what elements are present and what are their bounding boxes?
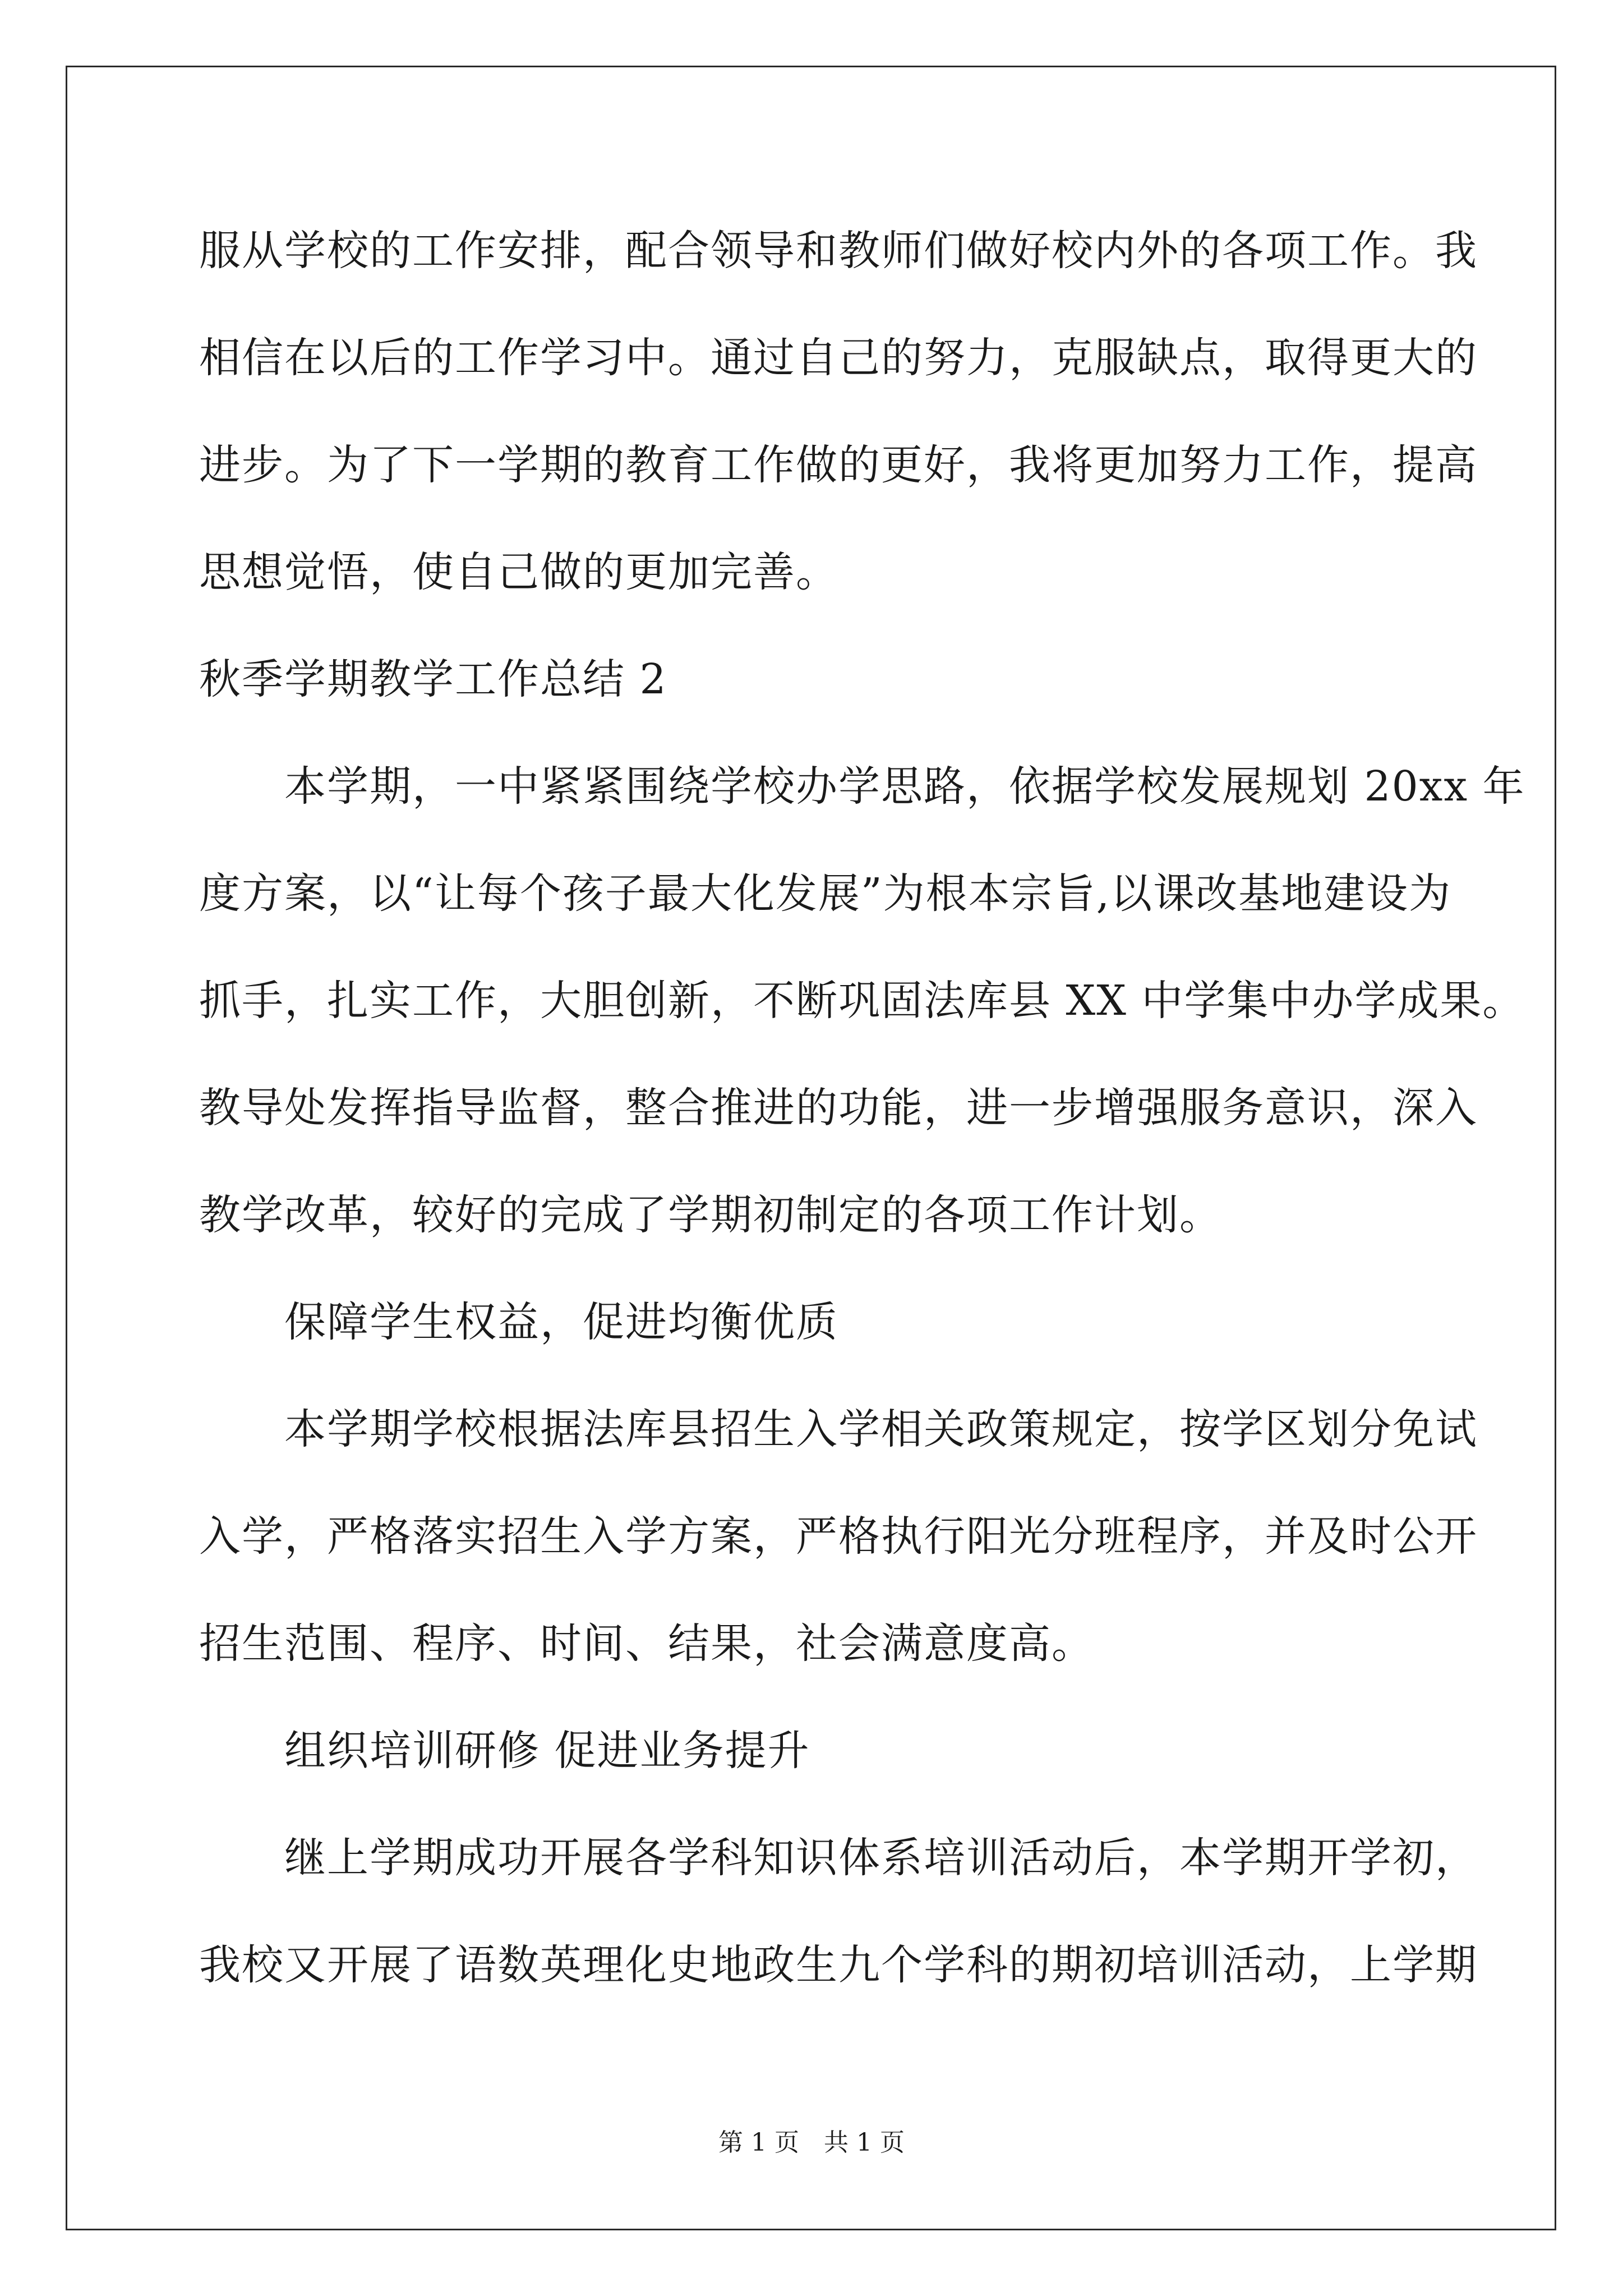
subheading: 保障学生权益，促进均衡优质: [284, 1298, 838, 1346]
page-footer: 第 1 页 共 1 页: [718, 2128, 905, 2157]
body-line: 服从学校的工作安排，配合领导和教师们做好校内外的各项工作。我: [199, 227, 1478, 275]
body-line: 抓手，扎实工作，大胆创新，不断巩固法库县 XX 中学集中办学成果。: [199, 977, 1525, 1025]
body-line: 教学改革，较好的完成了学期初制定的各项工作计划。: [199, 1191, 1222, 1239]
subheading: 组织培训研修 促进业务提升: [284, 1727, 810, 1775]
body-line: 教导处发挥指导监督，整合推进的功能，进一步增强服务意识，深入: [199, 1084, 1478, 1132]
body-line: 进步。为了下一学期的教育工作做的更好，我将更加努力工作，提高: [199, 441, 1478, 489]
body-line: 继上学期成功开展各学科知识体系培训活动后，本学期开学初，: [284, 1834, 1478, 1882]
document-body: [199, 209, 1525, 2030]
body-line: 我校又开展了语数英理化史地政生九个学科的期初培训活动，上学期: [199, 1941, 1478, 1989]
body-line: 相信在以后的工作学习中。通过自己的努力，克服缺点，取得更大的: [199, 334, 1478, 382]
body-line: 本学期，一中紧紧围绕学校办学思路，依据学校发展规划 20xx 年: [284, 762, 1525, 811]
body-line: 本学期学校根据法库县招生入学相关政策规定，按学区划分免试: [284, 1405, 1478, 1453]
body-line: 入学，严格落实招生入学方案，严格执行阳光分班程序，并及时公开: [199, 1512, 1478, 1561]
section-title: 秋季学期教学工作总结 2: [199, 655, 667, 703]
body-line: 招生范围、程序、时间、结果，社会满意度高。: [199, 1619, 1094, 1668]
body-line: 思想觉悟，使自己做的更加完善。: [199, 548, 838, 596]
body-line: 度方案，以“让每个孩子最大化发展”为根本宗旨,以课改基地建设为: [199, 869, 1452, 918]
